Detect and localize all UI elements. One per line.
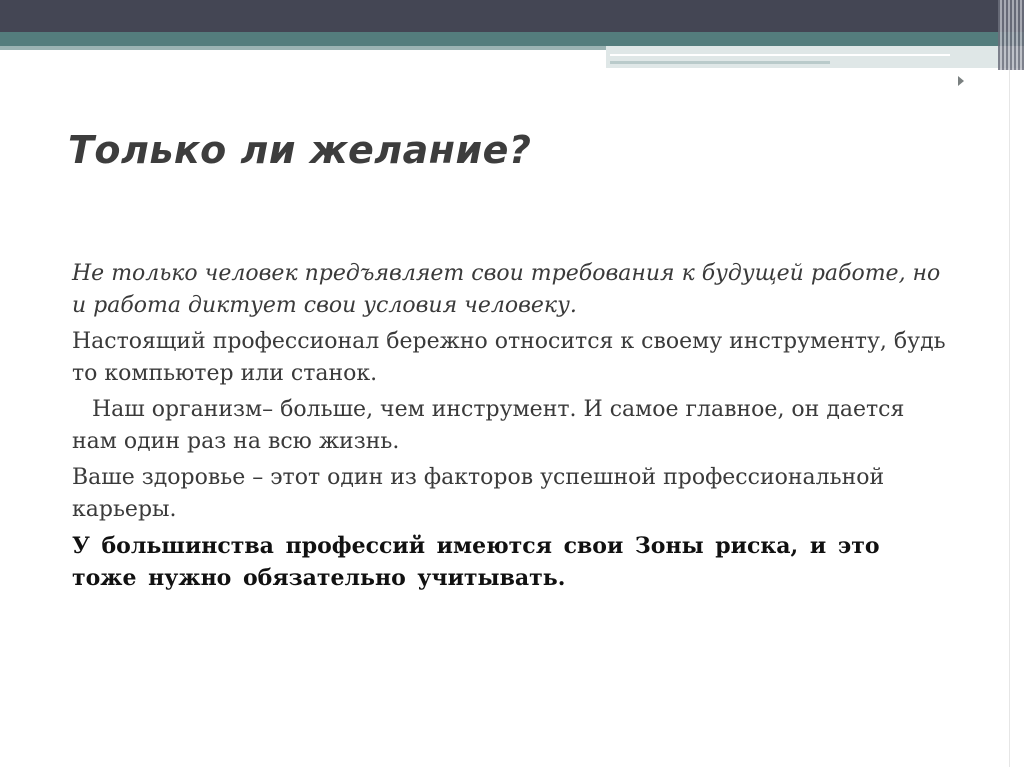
decorative-line-secondary bbox=[610, 61, 830, 64]
slide-body bbox=[72, 258, 952, 598]
right-edge-divider bbox=[1009, 70, 1010, 767]
paragraph-health: Ваше здоровье – этот один из факторов успешной профессиональной карьеры. bbox=[72, 465, 885, 522]
paragraph-requirements: Не только человек предъявляет свои требования к будущей работе, но и работа диктует свои условия человеку. bbox=[72, 261, 941, 318]
paragraph-organism: Наш организм– больше, чем инструмент. И самое главное, он дается нам один раз на всю жизнь. bbox=[72, 397, 905, 454]
decorative-line bbox=[610, 54, 950, 56]
light-decorative-strip bbox=[606, 46, 1024, 68]
vertical-stripes-decoration bbox=[998, 0, 1024, 70]
paragraph-risk-zones: У большинства профессий имеются свои Зоны риска, и это тоже нужно обязательно учитывать. bbox=[72, 533, 880, 591]
slide-title: Только ли желание? bbox=[68, 128, 532, 172]
top-decorative-band bbox=[0, 0, 1024, 32]
triangle-marker-icon bbox=[958, 76, 964, 86]
paragraph-professional: Настоящий профессионал бережно относится к своему инструменту, будь то компьютер или станок. bbox=[72, 329, 946, 386]
teal-thin-band bbox=[0, 46, 606, 50]
teal-decorative-band bbox=[0, 32, 1024, 46]
